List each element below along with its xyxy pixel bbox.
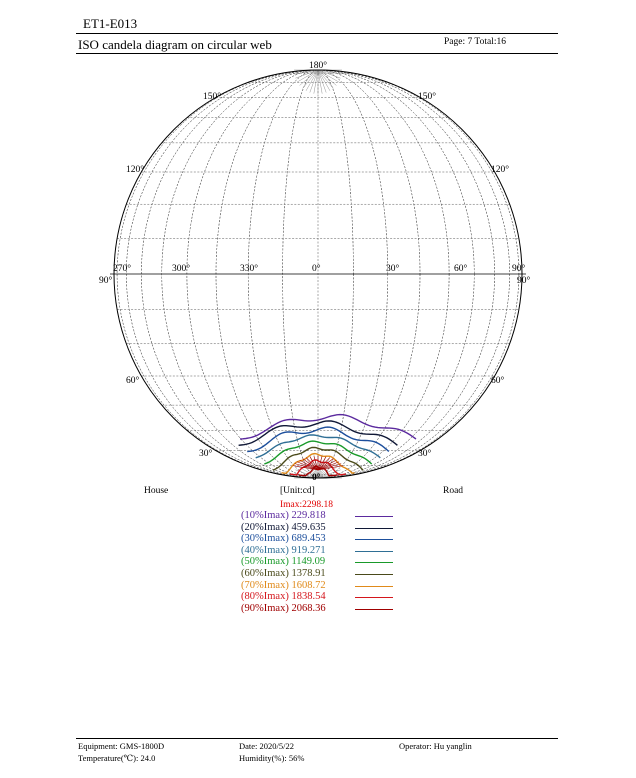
legend-swatch-80 xyxy=(355,597,393,598)
imax-label: Imax:2298.18 xyxy=(280,500,334,510)
label-horizon-0: 0° xyxy=(312,264,321,274)
label-upper-right-150: 150° xyxy=(418,92,437,102)
label-horizon-330: 330° xyxy=(240,264,259,274)
label-house: House xyxy=(144,486,169,496)
label-lower-left-30: 30° xyxy=(199,449,213,459)
label-side-left-90: 90° xyxy=(99,276,113,286)
footer-equipment: Equipment: GMS-1800D xyxy=(78,741,165,751)
label-upper-left-150: 150° xyxy=(203,92,222,102)
label-lower-left-60: 60° xyxy=(126,376,140,386)
legend-swatch-90 xyxy=(355,609,393,610)
legend-label-80: (80%Imax) 1838.54 xyxy=(241,591,326,603)
label-road: Road xyxy=(443,486,464,496)
label-upper-right-120: 120° xyxy=(491,165,510,175)
legend-label-10: (10%Imax) 229.818 xyxy=(241,510,326,521)
legend-label-90: (90%Imax) 2068.36 xyxy=(241,602,326,614)
label-horizon-90: 90° xyxy=(512,264,526,274)
legend-swatch-50 xyxy=(355,562,393,563)
legend-swatch-30 xyxy=(355,539,393,540)
label-upper-left-120: 120° xyxy=(126,165,145,175)
page-indicator: Page: 7 Total:16 xyxy=(444,37,506,47)
label-lower-right-60: 60° xyxy=(491,376,505,386)
label-side-right-90: 90° xyxy=(517,276,531,286)
page-title: ISO candela diagram on circular web xyxy=(78,37,272,52)
footer-operator: Operator: Hu yanglin xyxy=(399,741,472,751)
label-horizon-300: 300° xyxy=(172,264,191,274)
label-lower-right-30: 30° xyxy=(418,449,432,459)
legend-swatch-60 xyxy=(355,574,393,575)
legend-swatch-20 xyxy=(355,528,393,529)
legend-swatch-10 xyxy=(355,516,393,517)
legend-label-70: (70%Imax) 1608.72 xyxy=(241,579,326,591)
legend-label-60: (60%Imax) 1378.91 xyxy=(241,568,326,579)
footer-temperature: Temperature(℃): 24.0 xyxy=(78,753,156,763)
legend-label-20: (20%Imax) 459.635 xyxy=(241,521,326,533)
report-id: ET1-E013 xyxy=(83,16,138,31)
legend-swatch-40 xyxy=(355,551,393,552)
legend-label-50: (50%Imax) 1149.09 xyxy=(241,556,326,568)
label-horizon-30: 30° xyxy=(386,264,400,274)
label-top-180: 180° xyxy=(309,61,328,71)
legend-label-40: (40%Imax) 919.271 xyxy=(241,544,326,556)
footer-rule xyxy=(76,738,558,739)
label-horizon-270: 270° xyxy=(113,264,132,274)
footer-date: Date: 2020/5/22 xyxy=(239,741,295,751)
legend-label-30: (30%Imax) 689.453 xyxy=(241,533,326,545)
unit-label: [Unit:cd] xyxy=(280,486,315,496)
label-horizon-60: 60° xyxy=(454,264,468,274)
label-bottom-0: 0° xyxy=(312,473,321,483)
footer-humidity: Humidity(%): 56% xyxy=(239,753,305,763)
legend-swatch-70 xyxy=(355,586,393,587)
